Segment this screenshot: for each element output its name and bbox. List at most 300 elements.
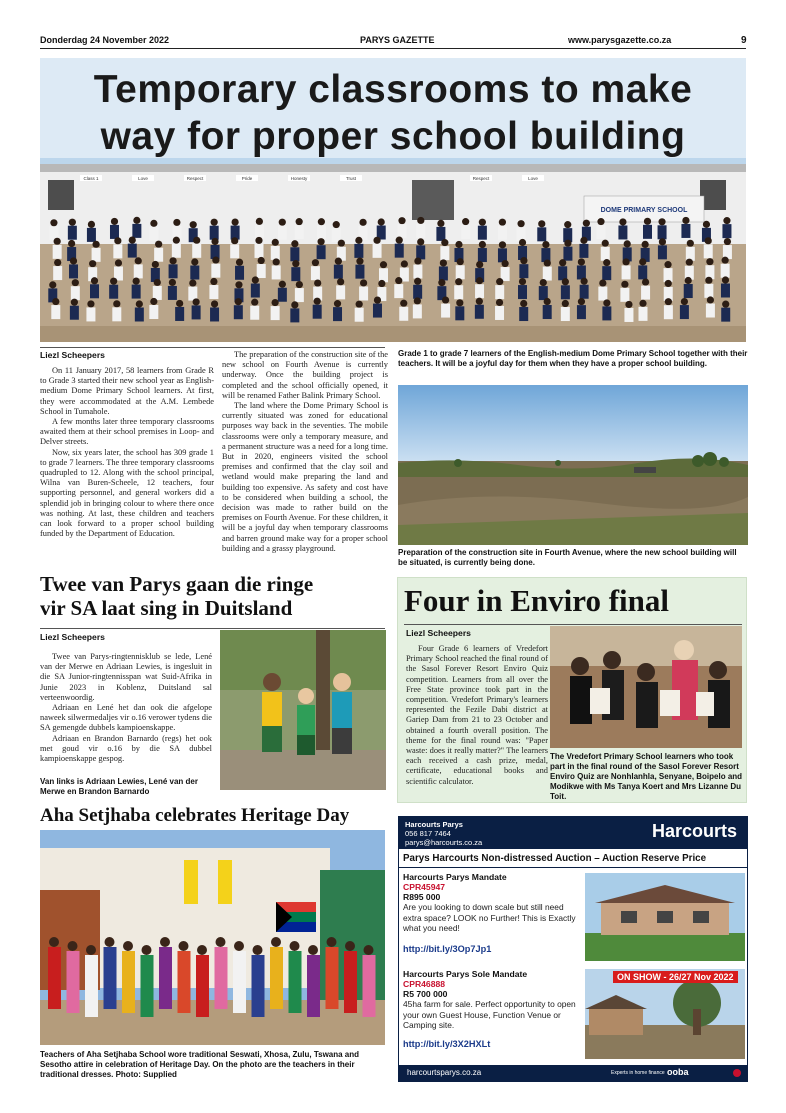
learner-figure: [54, 238, 61, 245]
lead-byline: Liezl Scheepers: [40, 350, 105, 360]
learner-uniform: [211, 264, 220, 278]
learner-figure: [455, 241, 462, 248]
learner-figure: [133, 217, 140, 224]
learner-figure: [251, 299, 258, 306]
ad-footer-bar: [399, 1065, 747, 1081]
learner-figure: [544, 259, 551, 266]
lead-col1-para1: On 11 January 2017, 58 learners from Grade R to Grade 3 started their new school year as English-medium Dome Primary School learners. At first, they were accommodated at the A.M. Lembede School in Tumahole.: [40, 366, 214, 416]
learner-figure: [333, 221, 340, 228]
learner-uniform: [454, 285, 463, 299]
learner-figure: [517, 220, 524, 227]
learner-uniform: [721, 284, 730, 298]
learner-figure: [335, 258, 342, 265]
learner-figure: [273, 258, 280, 265]
learner-uniform: [395, 244, 404, 258]
learner-uniform: [230, 244, 239, 258]
window-label: Pride: [241, 176, 253, 181]
learner-uniform: [92, 248, 101, 262]
learner-figure: [150, 220, 157, 227]
listing2-link[interactable]: http://bit.ly/3X2HXLt: [403, 1038, 491, 1049]
harcourts-ad: [398, 816, 748, 1082]
learner-figure: [88, 221, 95, 228]
learner-figure: [603, 299, 610, 306]
ringette-headline-line2: vir SA laat sing in Duitsland: [40, 596, 293, 620]
learner-uniform: [334, 265, 343, 279]
learner-figure: [619, 218, 626, 225]
learner-figure: [705, 277, 712, 284]
learner-uniform: [413, 304, 422, 318]
learner-uniform: [624, 308, 633, 322]
learner-figure: [191, 258, 198, 265]
learner-uniform: [210, 226, 219, 240]
learner-uniform: [394, 284, 403, 298]
learner-figure: [69, 219, 76, 226]
learner-figure: [639, 300, 646, 307]
learner-uniform: [311, 266, 320, 280]
learner-figure: [538, 220, 545, 227]
learner-uniform: [439, 266, 448, 280]
learner-uniform: [641, 286, 650, 300]
learner-uniform: [154, 248, 163, 262]
learner-uniform: [602, 266, 611, 280]
learner-figure: [360, 279, 367, 286]
learner-uniform: [134, 264, 143, 278]
learner-uniform: [596, 225, 605, 239]
learner-uniform: [440, 246, 449, 260]
listing2-code: CPR46888: [403, 979, 446, 989]
learner-figure: [49, 281, 56, 288]
learner-uniform: [436, 227, 445, 241]
learner-figure: [292, 260, 299, 267]
learner-uniform: [643, 225, 652, 239]
learner-uniform: [313, 305, 322, 319]
lead-col2-para2: The land where the Dome Primary School is currently situated was zoned for educational purposes way back in the seventies. The mobile classrooms were only a temporary measure, and a permanent structure was a need for a long time. But in 2020, engineers visited the school premises and confirmed that the clay soil and wetland would make preparing the land and building too expensive. As safety and cost have to be considered when building a school, the decision was made to rather build on the premises on Fourth Avenue. For these children, it will be a joyful day when temporary classrooms and barren ground make way for a proper school building and a grassy playground.: [222, 401, 388, 553]
issue-date: Donderdag 24 November 2022: [40, 35, 170, 45]
learner-figure: [279, 281, 286, 288]
learner-figure: [442, 296, 449, 303]
paper-name: PARYS GAZETTE: [360, 35, 435, 45]
learner-figure: [113, 300, 120, 307]
teacher-attire: [104, 947, 117, 1009]
window-label: Honesty: [290, 176, 308, 181]
learner-figure: [54, 259, 61, 266]
learner-figure: [252, 276, 259, 283]
learner-figure: [603, 259, 610, 266]
learner-figure: [686, 259, 693, 266]
teacher-attire: [215, 947, 228, 1009]
learner-uniform: [539, 286, 548, 300]
heritage-headline: Aha Setjhaba celebrates Heritage Day: [40, 805, 350, 826]
teacher-figure: [105, 937, 115, 947]
learner-figure: [255, 237, 262, 244]
learner-uniform: [278, 288, 287, 302]
learner-figure: [479, 219, 486, 226]
learner-uniform: [543, 267, 552, 281]
learner-figure: [314, 298, 321, 305]
learner-uniform: [169, 264, 178, 278]
learner-uniform: [680, 305, 689, 319]
learner-uniform: [51, 305, 60, 319]
learner-figure: [173, 219, 180, 226]
teacher-attire: [85, 955, 98, 1017]
learner-figure: [235, 298, 242, 305]
learner-figure: [658, 218, 665, 225]
school-sign: DOME PRIMARY SCHOOL: [600, 207, 688, 214]
learner-uniform: [86, 307, 95, 321]
learner-uniform: [561, 307, 570, 321]
learner-uniform: [456, 265, 465, 279]
learner-uniform: [416, 245, 425, 259]
enviro-para: Four Grade 6 learners of Vredefort Primary School reached the final round of the Sasol Forever Resort Enviro Quiz competition. Learners from all over the Free State province took part in the competition. Vredefort Primary's learners represented the Fezile Dabi district at Gariep Dam from 21 to 23 October and obtained a fourth overall position. The theme for the final round was: "Paper waste: does it really matter?" The learners each received a cash prize, medal, certificate, educational books and scientific calculator.: [406, 644, 548, 786]
learner-uniform: [317, 225, 326, 239]
learner-figure: [540, 279, 547, 286]
learner-figure: [562, 300, 569, 307]
learner-uniform: [290, 247, 299, 261]
learner-uniform: [110, 225, 119, 239]
learner-uniform: [257, 264, 266, 278]
teacher-attire: [344, 951, 357, 1013]
learner-figure: [211, 238, 218, 245]
learner-uniform: [478, 248, 487, 262]
learner-uniform: [149, 227, 158, 241]
learner-figure: [91, 277, 98, 284]
ad-email: parys@harcourts.co.za: [405, 838, 483, 847]
learner-figure: [519, 239, 526, 246]
lead-photo-caption: Grade 1 to grade 7 learners of the English-medium Dome Primary School together with their teachers. It will be a joyful day for them when they have a proper school building.: [398, 349, 748, 368]
learner-figure: [580, 237, 587, 244]
ad-title: Parys Harcourts Non-distressed Auction – Auction Reserve Price: [403, 853, 707, 864]
learner-figure: [499, 241, 506, 248]
learner-uniform: [704, 244, 713, 258]
learner-figure: [189, 279, 196, 286]
learner-figure: [129, 237, 136, 244]
learner-figure: [456, 299, 463, 306]
learner-uniform: [254, 244, 263, 258]
learner-figure: [564, 221, 571, 228]
learner-uniform: [210, 307, 219, 321]
learner-uniform: [109, 285, 118, 299]
learner-uniform: [579, 244, 588, 258]
learner-figure: [211, 300, 218, 307]
learner-figure: [479, 241, 486, 248]
teacher-attire: [233, 951, 246, 1013]
learner-figure: [687, 240, 694, 247]
learner-uniform: [295, 225, 304, 239]
learner-figure: [583, 220, 590, 227]
learner-uniform: [638, 265, 647, 279]
learner-uniform: [192, 244, 201, 258]
construction-site-caption: Preparation of the construction site in Fourth Avenue, where the new school building will be situated, is currently being done.: [398, 548, 737, 567]
learner-figure: [542, 241, 549, 248]
learner-figure: [625, 301, 632, 308]
learner-figure: [599, 279, 606, 286]
learner-uniform: [658, 245, 667, 259]
learner-uniform: [684, 284, 693, 298]
page-number: 9: [741, 35, 747, 46]
learner-uniform: [290, 308, 299, 322]
learner-uniform: [192, 305, 201, 319]
teacher-attire: [159, 947, 172, 1009]
listing1-mandate: Harcourts Parys Mandate: [403, 872, 507, 882]
learner-uniform: [272, 265, 281, 279]
learner-figure: [133, 277, 140, 284]
teacher-figure: [290, 941, 300, 951]
learner-uniform: [90, 284, 99, 298]
teacher-attire: [252, 955, 265, 1017]
learner-figure: [502, 260, 509, 267]
learner-figure: [136, 300, 143, 307]
learner-uniform: [413, 265, 422, 279]
learner-uniform: [577, 265, 586, 279]
learner-figure: [723, 217, 730, 224]
ringette-body: [40, 652, 212, 764]
enviro-photo: [550, 626, 742, 748]
learner-figure: [639, 258, 646, 265]
learner-uniform: [336, 285, 345, 299]
learner-figure: [685, 277, 692, 284]
learner-uniform: [70, 306, 79, 320]
learner-figure: [724, 238, 731, 245]
ringette-para2: Adriaan en Lené het dan ook die afgelope naweek silwermedaljes vir o.16 verower tydens die SA gemengde dubbels kampioenskappe.: [40, 703, 212, 733]
learner-figure: [356, 258, 363, 265]
learner-figure: [520, 300, 527, 307]
learner-figure: [476, 277, 483, 284]
learner-figure: [681, 298, 688, 305]
learner-uniform: [686, 247, 695, 261]
ringette-byline-rule: [40, 628, 385, 629]
ringette-para3: Adriaan en Brandon Barnardo (regs) het ook met goud vir o.16 by die SA dubbel kampioenskappe gespog.: [40, 733, 212, 764]
learner-figure: [359, 219, 366, 226]
learner-uniform: [618, 225, 627, 239]
learner-figure: [291, 240, 298, 247]
learner-figure: [622, 258, 629, 265]
teacher-attire: [289, 951, 302, 1013]
learner-figure: [70, 257, 77, 264]
learner-figure: [559, 259, 566, 266]
ad-title-rule: [399, 867, 747, 868]
window-label: Respect: [472, 176, 490, 181]
learner-uniform: [317, 245, 326, 259]
learner-uniform: [250, 306, 259, 320]
learner-uniform: [172, 244, 181, 258]
teacher-attire: [363, 955, 376, 1017]
learner-figure: [210, 278, 217, 285]
learner-figure: [279, 219, 286, 226]
learner-figure: [272, 299, 279, 306]
learner-uniform: [537, 227, 546, 241]
learner-figure: [154, 279, 161, 286]
learner-figure: [496, 299, 503, 306]
learner-uniform: [478, 226, 487, 240]
learner-uniform: [271, 306, 280, 320]
learner-uniform: [132, 224, 141, 238]
learner-uniform: [379, 268, 388, 282]
learner-uniform: [271, 246, 280, 260]
learner-figure: [231, 237, 238, 244]
learner-uniform: [413, 285, 422, 299]
learner-uniform: [441, 304, 450, 318]
learner-uniform: [519, 307, 528, 321]
learner-uniform: [722, 224, 731, 238]
teacher-figure: [49, 937, 59, 947]
learner-figure: [519, 278, 526, 285]
learner-figure: [602, 240, 609, 247]
learner-figure: [258, 257, 265, 264]
teacher-attire: [122, 951, 135, 1013]
learner-uniform: [373, 304, 382, 318]
learner-uniform: [518, 285, 527, 299]
heritage-caption: Teachers of Aha Setjhaba School wore traditional Seswati, Xhosa, Zulu, Tswana and Sesotho attire in celebration of Heritage Day. On the photo are the teachers in their traditional dresses. Photo: Supplied: [40, 1050, 360, 1079]
learner-figure: [356, 301, 363, 308]
learner-figure: [395, 277, 402, 284]
ringette-headline-line1: Twee van Parys gaan die ringe: [40, 572, 314, 596]
school-group-photo: [40, 158, 746, 342]
learner-figure: [92, 241, 99, 248]
learner-figure: [71, 299, 78, 306]
lead-headline-line1: Temporary classrooms to make: [93, 68, 693, 111]
learner-uniform: [543, 305, 552, 319]
heritage-illustration: [40, 830, 385, 1045]
learner-figure: [314, 279, 321, 286]
learner-figure: [642, 241, 649, 248]
lead-headline: [40, 66, 746, 160]
learner-uniform: [135, 307, 144, 321]
learner-uniform: [234, 305, 243, 319]
learner-uniform: [190, 266, 199, 280]
learner-uniform: [498, 226, 507, 240]
learner-figure: [291, 301, 298, 308]
teacher-figure: [142, 945, 152, 955]
teacher-figure: [234, 941, 244, 951]
learner-figure: [110, 278, 117, 285]
learner-figure: [437, 220, 444, 227]
learner-uniform: [53, 245, 62, 259]
learner-uniform: [373, 244, 382, 258]
learner-figure: [722, 276, 729, 283]
learner-figure: [378, 280, 385, 287]
lead-byline-rule: [40, 347, 385, 348]
ad-brand-logo: Harcourts: [651, 821, 737, 841]
learner-figure: [496, 278, 503, 285]
learner-figure: [624, 240, 631, 247]
learner-figure: [642, 278, 649, 285]
listing1-price: R895 000: [403, 892, 441, 902]
learner-uniform: [639, 307, 648, 321]
learner-uniform: [355, 308, 364, 322]
learner-uniform: [209, 285, 218, 299]
hero-block: [40, 58, 746, 342]
learner-figure: [87, 300, 94, 307]
teacher-figure: [271, 937, 281, 947]
learner-uniform: [113, 244, 122, 258]
teacher-attire: [141, 955, 154, 1017]
learner-uniform: [461, 225, 470, 239]
teacher-figure: [86, 945, 96, 955]
learner-figure: [373, 237, 380, 244]
learner-figure: [414, 257, 421, 264]
learner-uniform: [455, 306, 464, 320]
learner-figure: [89, 260, 96, 267]
learner-figure: [111, 218, 118, 225]
learner-uniform: [53, 266, 62, 280]
teacher-figure: [364, 945, 374, 955]
lead-col2-para1: The preparation of the construction site of the new school on Fourth Avenue is currently underway. Once the building project is completed and the school officially opened, it will be renamed Father Balink Primary School.: [222, 350, 388, 400]
window-label: Love: [138, 176, 148, 181]
heritage-photo: [40, 830, 385, 1045]
learner-figure: [664, 261, 671, 268]
learner-figure: [193, 298, 200, 305]
learner-uniform: [255, 225, 264, 239]
learner-uniform: [577, 305, 586, 319]
learner-uniform: [495, 285, 504, 299]
lead-col1-para2: A few months later three temporary classrooms awaited them at their school premises in Loop- and Delver streets.: [40, 417, 214, 447]
ringette-caption: Van links is Adriaan Lewies, Lené van der Merwe en Brandon Barnardo: [40, 777, 198, 796]
on-show-badge: ON SHOW - 26/27 Nov 2022: [613, 971, 738, 983]
learner-figure: [581, 278, 588, 285]
learner-figure: [232, 218, 239, 225]
learner-uniform: [622, 265, 631, 279]
learner-figure: [150, 298, 157, 305]
learner-figure: [665, 280, 672, 287]
learner-figure: [334, 300, 341, 307]
learner-figure: [296, 281, 303, 288]
listing1-code: CPR45947: [403, 882, 446, 892]
learner-figure: [462, 218, 469, 225]
learner-figure: [476, 261, 483, 268]
learner-uniform: [128, 244, 137, 258]
lead-col1-para3: Now, six years later, the school has 309 grade 1 to grade 7 learners. The three temporary classrooms quadrupled to 12. Along with the school principal, Wilna van Buren-Scheele, 12 teachers, four supporting personnel, and general workers did a splendid job in bringing colour to where there once was nothing. At last, these children and teachers can look forward to a proper school building funded by the Department of Education.: [40, 447, 214, 539]
learner-figure: [380, 261, 387, 268]
learner-figure: [564, 240, 571, 247]
learner-uniform: [71, 286, 80, 300]
learner-uniform: [416, 224, 425, 238]
ad-footer-url[interactable]: harcourtsparys.co.za: [407, 1068, 482, 1077]
enviro-illustration: [550, 626, 742, 748]
learner-figure: [236, 259, 243, 266]
ringette-photo: [220, 630, 386, 790]
learner-figure: [457, 258, 464, 265]
learner-uniform: [601, 247, 610, 261]
learner-uniform: [359, 286, 368, 300]
teacher-figure: [160, 937, 170, 947]
teacher-figure: [123, 941, 133, 951]
learner-figure: [190, 221, 197, 228]
construction-site-illustration: [398, 385, 748, 545]
learner-figure: [705, 237, 712, 244]
enviro-byline: Liezl Scheepers: [406, 628, 471, 638]
listing2-price: R5 700 000: [403, 989, 448, 999]
learner-figure: [414, 278, 421, 285]
learner-uniform: [291, 267, 300, 281]
learner-uniform: [332, 228, 341, 242]
learner-uniform: [399, 307, 408, 321]
learner-figure: [401, 260, 408, 267]
learner-figure: [644, 218, 651, 225]
learner-figure: [169, 279, 176, 286]
listing-2: [403, 969, 581, 1049]
ad-office-block: [405, 820, 482, 847]
lead-headline-line2: way for proper school building: [100, 115, 686, 158]
learner-figure: [115, 259, 122, 266]
learner-figure: [414, 297, 421, 304]
learner-uniform: [354, 244, 363, 258]
learner-figure: [338, 240, 345, 247]
learner-figure: [72, 279, 79, 286]
learner-figure: [374, 296, 381, 303]
teacher-attire: [196, 955, 209, 1017]
learner-figure: [52, 298, 59, 305]
listing1-link[interactable]: http://bit.ly/3Op7Jp1: [403, 943, 492, 954]
